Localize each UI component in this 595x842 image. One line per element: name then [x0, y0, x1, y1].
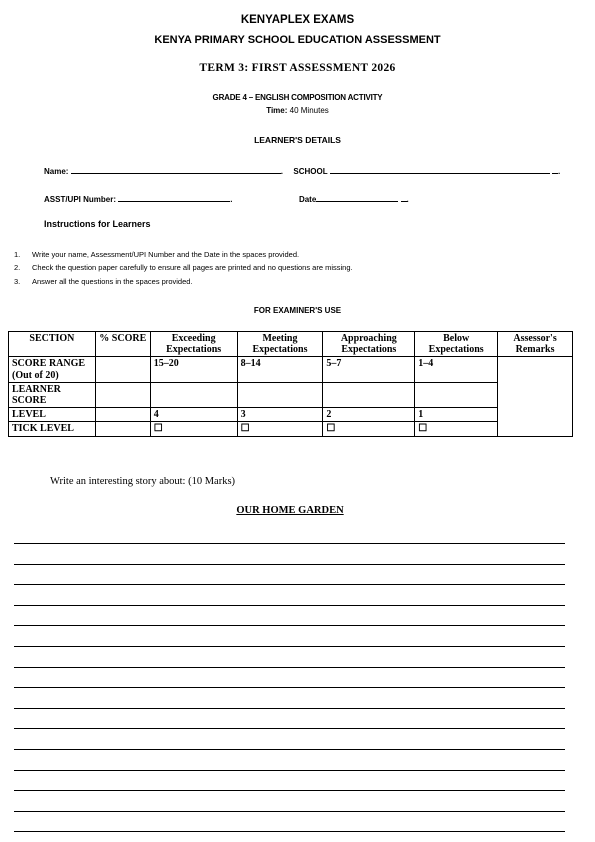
composition-title: OUR HOME GARDEN [236, 505, 344, 516]
header-meeting: Meeting Expectations [237, 332, 323, 357]
table-row [9, 408, 573, 422]
instruction-number: 3. [14, 277, 21, 286]
examiner-score-table [8, 331, 573, 437]
row-label: LEARNER SCORE [9, 382, 96, 407]
table-cell [95, 357, 150, 382]
table-cell: 15–20 [150, 357, 237, 382]
term-title: TERM 3: FIRST ASSESSMENT 2026 [199, 62, 396, 74]
date-field[interactable] [316, 192, 398, 202]
subject-title: GRADE 4 – ENGLISH COMPOSITION ACTIVITY [212, 93, 383, 102]
table-cell [237, 382, 323, 407]
school-field-dot: . [557, 167, 561, 176]
date-field-dot: . [406, 195, 409, 204]
instruction-text: Write your name, Assessment/UPI Number and the Date in the spaces provided. [32, 250, 300, 259]
asst-field-dot: . [230, 195, 233, 204]
table-cell [95, 382, 150, 407]
table-cell [95, 422, 150, 436]
table-cell: 2 [323, 408, 415, 422]
date-label: Date [298, 195, 317, 204]
time-value: 40 Minutes [289, 106, 329, 115]
row-label: TICK LEVEL [9, 422, 96, 436]
writing-line[interactable] [14, 811, 565, 812]
table-row [9, 422, 573, 436]
table-cell: 8–14 [237, 357, 323, 382]
instructions-title: Instructions for Learners [44, 219, 151, 229]
assessment-title: KENYA PRIMARY SCHOOL EDUCATION ASSESSMENT [154, 34, 441, 46]
table-cell: 3 [237, 408, 323, 422]
writing-line[interactable] [14, 687, 565, 688]
header-section: SECTION [9, 332, 96, 357]
instruction-text: Check the question paper carefully to ensure all pages are printed and no questions are missing. [32, 263, 353, 272]
writing-line[interactable] [14, 770, 565, 771]
name-field[interactable] [71, 164, 281, 174]
table-cell: 1–4 [415, 357, 498, 382]
asst-label: ASST/UPI Number: [44, 195, 117, 204]
header-remarks: Assessor's Remarks [498, 332, 573, 357]
asst-upi-field[interactable] [118, 192, 233, 204]
examiner-use-title: FOR EXAMINER'S USE [253, 306, 342, 315]
writing-line[interactable] [14, 667, 565, 668]
tick-box[interactable]: ☐ [237, 422, 323, 436]
writing-line[interactable] [14, 790, 565, 791]
writing-line[interactable] [14, 728, 565, 729]
asst-date-row [44, 192, 409, 204]
table-cell [415, 382, 498, 407]
instruction-item [14, 250, 299, 259]
header-exceeding: Exceeding Expectations [150, 332, 237, 357]
writing-line[interactable] [14, 543, 565, 544]
time-line [0, 106, 595, 115]
table-row [9, 357, 573, 382]
writing-line[interactable] [14, 605, 565, 606]
name-field-dot: . [280, 167, 283, 176]
table-cell: 4 [150, 408, 237, 422]
school-field[interactable] [330, 164, 550, 174]
table-cell [323, 382, 415, 407]
school-label: SCHOOL [293, 167, 328, 176]
header-below: Below Expectations [415, 332, 498, 357]
instruction-item [14, 263, 353, 272]
table-header-row [9, 332, 573, 357]
instruction-number: 2. [14, 263, 21, 272]
row-label: LEVEL [9, 408, 96, 422]
org-title: KENYAPLEX EXAMS [240, 14, 355, 26]
assessor-remarks-cell[interactable] [498, 357, 573, 436]
writing-line[interactable] [14, 584, 565, 585]
instruction-item [14, 277, 193, 286]
writing-line[interactable] [14, 708, 565, 709]
time-label: Time: [266, 106, 288, 115]
composition-prompt: Write an interesting story about: (10 Marks) [50, 476, 236, 487]
tick-box[interactable]: ☐ [323, 422, 415, 436]
table-row [9, 382, 573, 407]
table-cell: 1 [415, 408, 498, 422]
writing-line[interactable] [14, 749, 565, 750]
row-label: SCORE RANGE (Out of 20) [9, 357, 96, 382]
writing-line[interactable] [14, 625, 565, 626]
tick-box[interactable]: ☐ [150, 422, 237, 436]
table-cell [95, 408, 150, 422]
instruction-text: Answer all the questions in the spaces provided. [32, 277, 193, 286]
table-cell [150, 382, 237, 407]
header-approaching: Approaching Expectations [323, 332, 415, 357]
writing-line[interactable] [14, 831, 565, 832]
learner-details-title: LEARNER'S DETAILS [254, 135, 341, 145]
tick-box[interactable]: ☐ [415, 422, 498, 436]
header-percent-score: % SCORE [95, 332, 150, 357]
name-school-row [44, 164, 560, 176]
writing-line[interactable] [14, 564, 565, 565]
writing-line[interactable] [14, 646, 565, 647]
instruction-number: 1. [14, 250, 21, 259]
table-cell: 5–7 [323, 357, 415, 382]
name-label: Name: [44, 167, 69, 176]
